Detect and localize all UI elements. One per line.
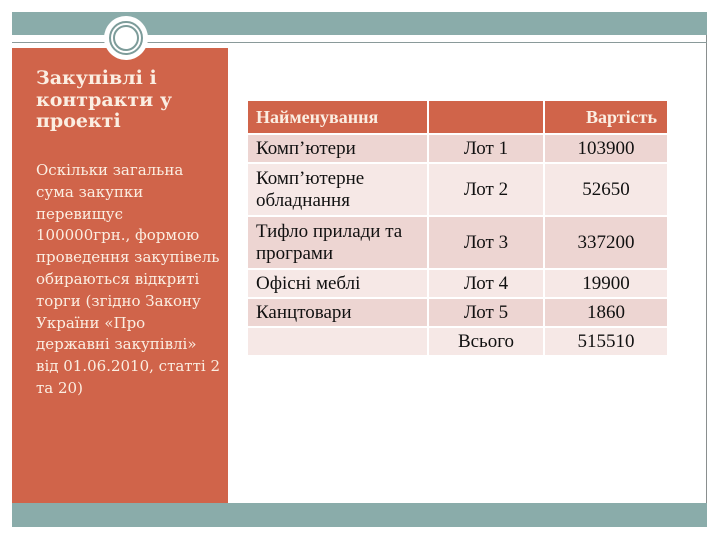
cell-cost: 103900: [544, 134, 667, 163]
cell-total-label: Всього: [428, 327, 544, 356]
cell-cost: 19900: [544, 269, 667, 298]
cell-cost: 337200: [544, 216, 667, 269]
slide-body-text: Оскільки загальна сума закупки перевищує 100000грн., формою проведення закупівель обираються відкриті торги (згідно Закону України «Про державні закупівлі» від 01.06.2010, статті 2 та 20): [36, 161, 221, 397]
cell-lot: Лот 4: [428, 269, 544, 298]
table-header-row: [248, 101, 667, 134]
cell-name: Офісні меблі: [248, 269, 428, 298]
cell-lot: Лот 3: [428, 216, 544, 269]
table-total-row: [248, 327, 667, 356]
circle-emblem-icon: [104, 16, 148, 60]
cell-name: Комп’ютерне обладнання: [248, 163, 428, 216]
cell-name: Комп’ютери: [248, 134, 428, 163]
cell-cost: 1860: [544, 298, 667, 327]
bottom-decor-band: [12, 503, 707, 527]
cell-lot: Лот 1: [428, 134, 544, 163]
procurement-table: [248, 101, 667, 357]
cell-name: Тифло прилади та програми: [248, 216, 428, 269]
table-row: [248, 298, 667, 327]
header-name: Найменування: [248, 101, 428, 134]
cell-total-cost: 515510: [544, 327, 667, 356]
table-row: [248, 216, 667, 269]
cell-lot: Лот 2: [428, 163, 544, 216]
cell-cost: 52650: [544, 163, 667, 216]
cell-name: [248, 327, 428, 356]
table-row: [248, 163, 667, 216]
cell-lot: Лот 5: [428, 298, 544, 327]
table-row: [248, 269, 667, 298]
table-row: [248, 134, 667, 163]
cell-name: Канцтовари: [248, 298, 428, 327]
header-lot: [428, 101, 544, 134]
header-cost: Вартість: [544, 101, 667, 134]
slide-title: Закупівлі і контракти у проекті: [36, 67, 173, 132]
